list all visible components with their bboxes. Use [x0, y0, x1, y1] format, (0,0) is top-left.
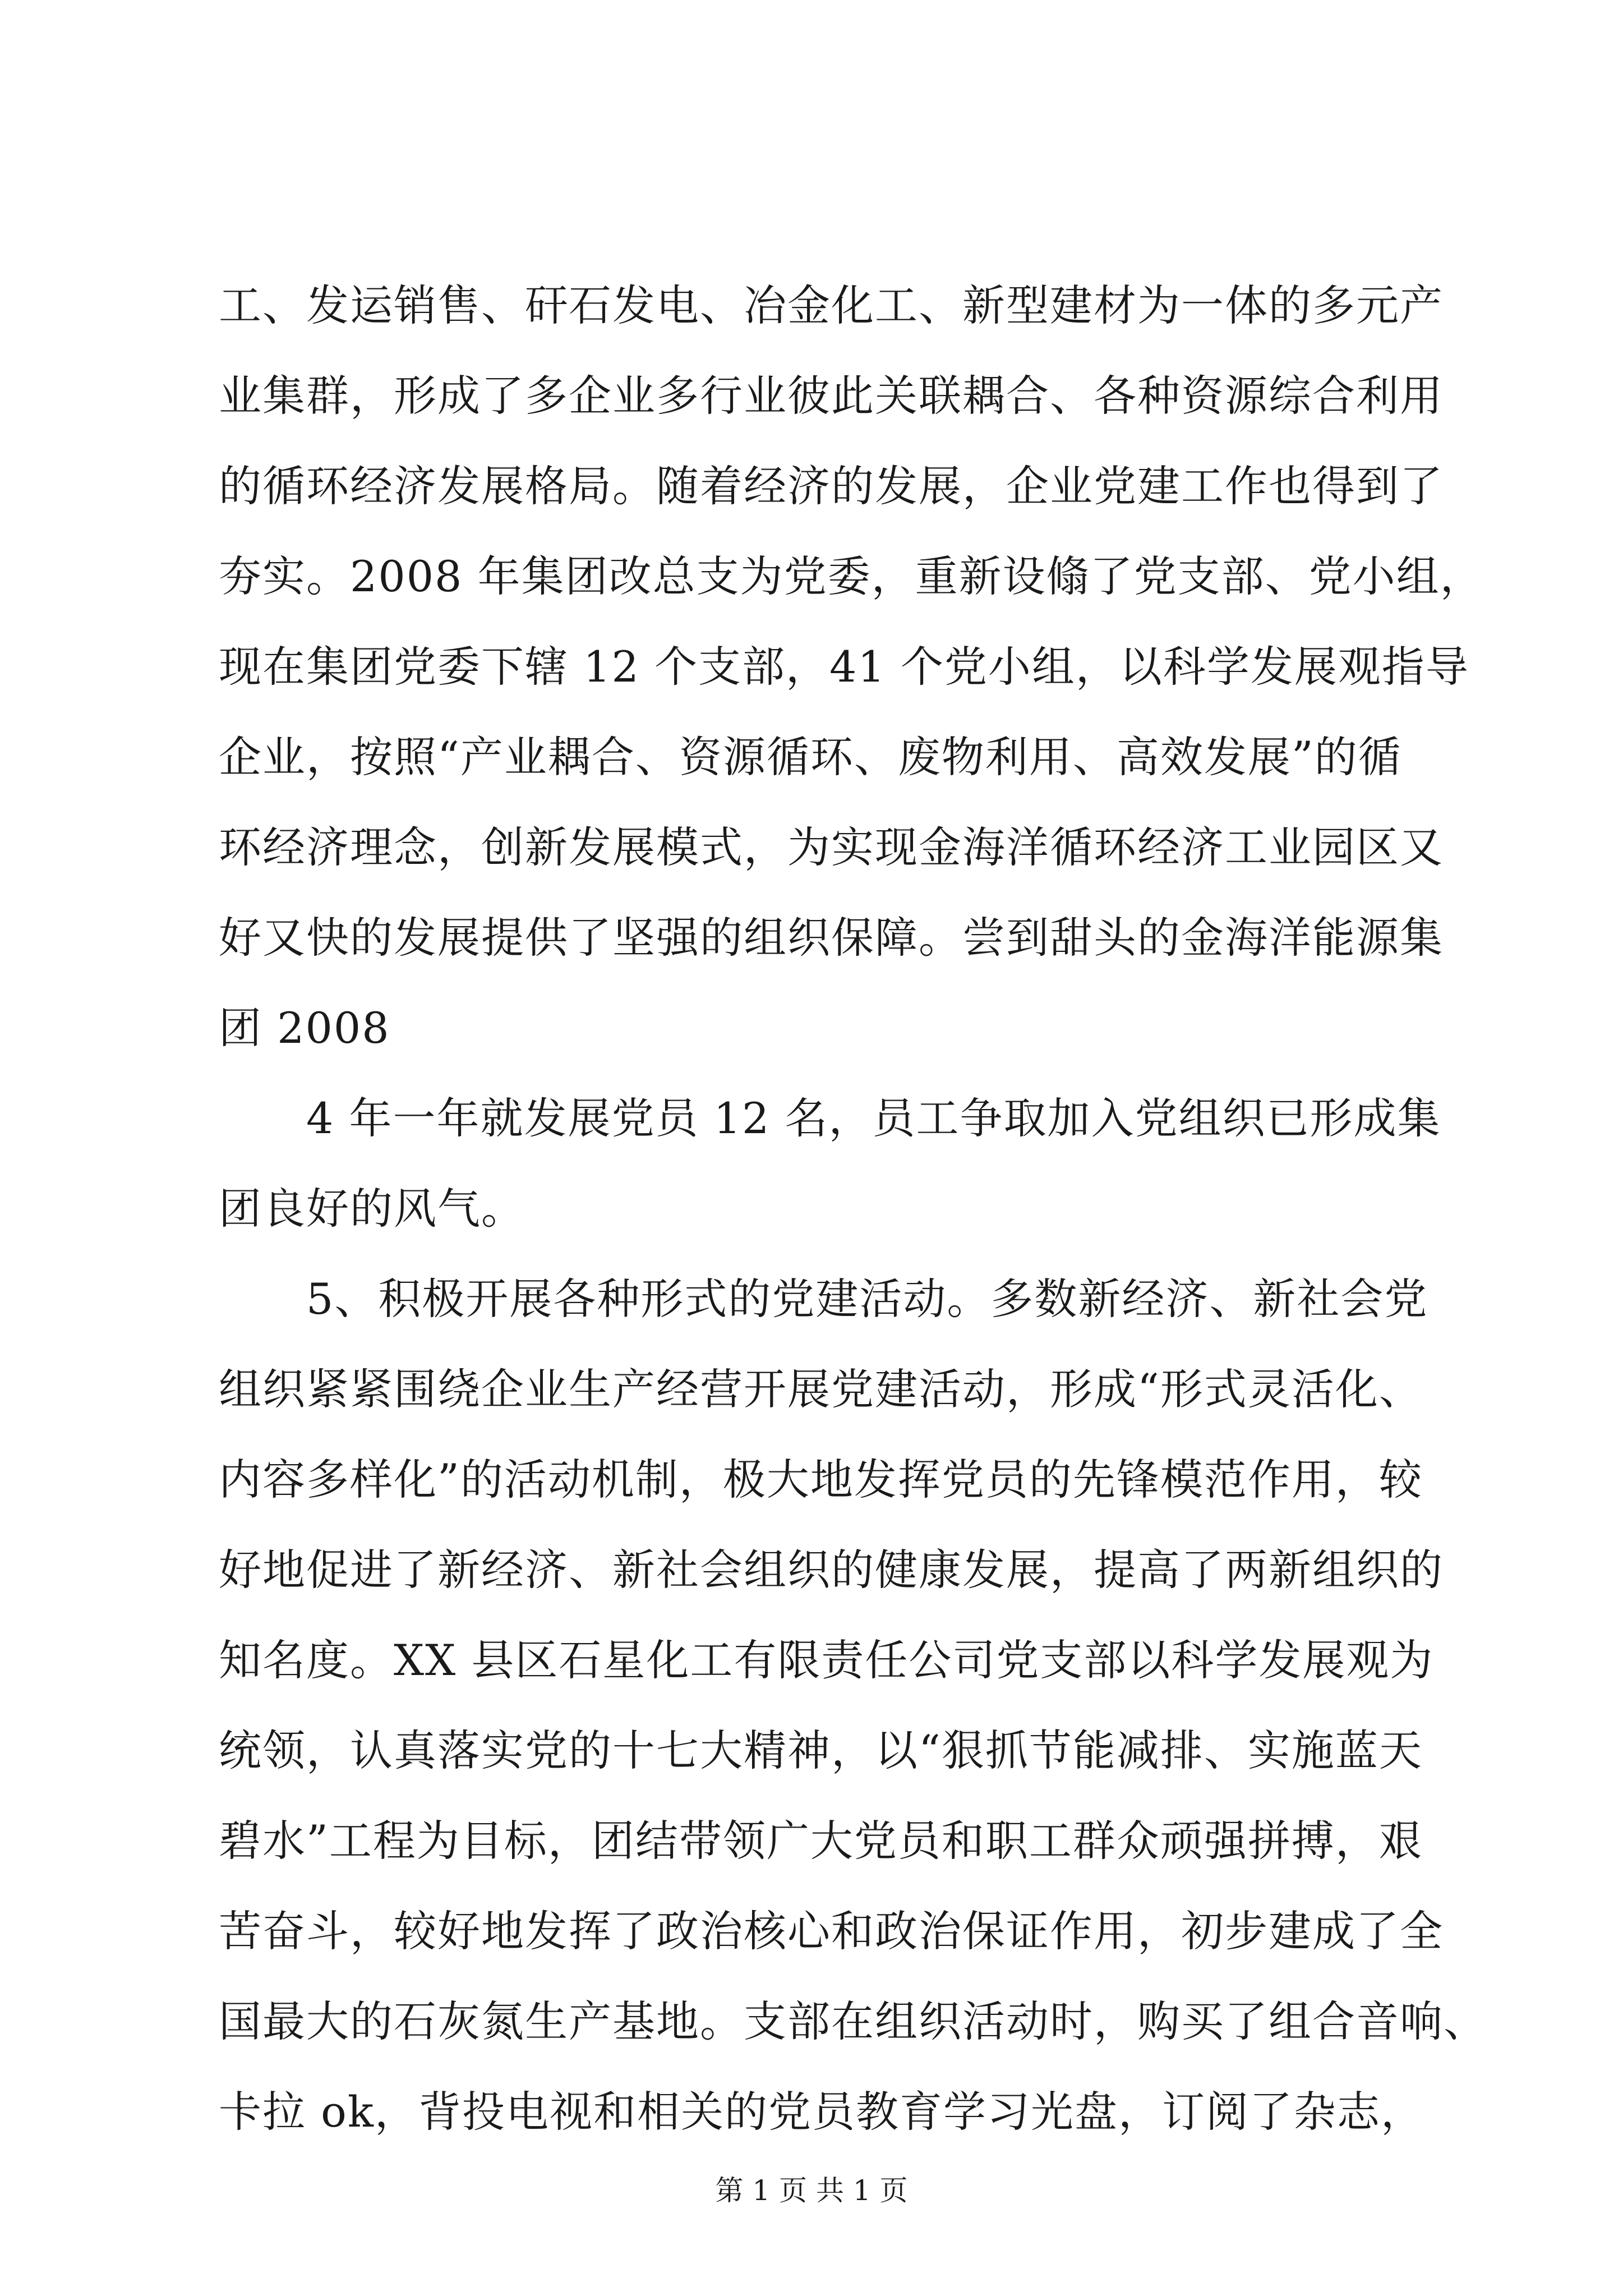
body-text [219, 280, 1487, 2177]
text-line: 组织紧紧围绕企业生产经营开展党建活动，形成“形式灵活化、 [219, 1364, 1423, 1414]
text-line: 业集群，形成了多企业多行业彼此关联耦合、各种资源综合利用 [219, 371, 1444, 421]
text-line: 好又快的发展提供了坚强的组织保障。尝到甜头的金海洋能源集 [219, 913, 1444, 963]
text-line: 环经济理念，创新发展模式，为实现金海洋循环经济工业园区又 [219, 822, 1444, 872]
text-line: 夯实。2008 年集团改总支为党委，重新设翛了党支部、党小组， [219, 551, 1484, 601]
page-number-label: 第 1 页 共 1 页 [715, 2174, 908, 2207]
text-line: 企业，按照“产业耦合、资源循环、废物利用、高效发展”的循 [219, 732, 1402, 782]
text-line: 统领，认真落实党的十七大精神，以“狠抓节能减排、实施蓝天 [219, 1726, 1423, 1775]
text-line: 好地促进了新经济、新社会组织的健康发展，提高了两新组织的 [219, 1545, 1444, 1595]
text-line: 工、发运销售、矸石发电、冶金化工、新型建材为一体的多元产 [219, 280, 1444, 330]
text-line: 4 年一年就发展党员 12 名，员工争取加入党组织已形成集 [219, 1093, 1441, 1143]
text-line: 5、积极开展各种形式的党建活动。多数新经济、新社会党 [219, 1274, 1428, 1324]
text-line: 现在集团党委下辖 12 个支部，41 个党小组，以科学发展观指导 [219, 642, 1469, 692]
text-line: 知名度。XX 县区石星化工有限责任公司党支部以科学发展观为 [219, 1635, 1434, 1685]
text-line: 国最大的石灰氮生产基地。支部在组织活动时，购买了组合音响、 [219, 1996, 1487, 2046]
text-line: 团 2008 [219, 1003, 390, 1053]
text-line: 碧水”工程为目标，团结带领广大党员和职工群众顽强拼搏，艰 [219, 1816, 1423, 1866]
text-line: 团良好的风气。 [219, 1184, 525, 1234]
text-line: 卡拉 ok，背投电视和相关的党员教育学习光盘，订阅了杂志， [219, 2087, 1424, 2137]
text-line: 的循环经济发展格局。随着经济的发展，企业党建工作也得到了 [219, 461, 1444, 511]
page-footer [0, 2174, 1623, 2207]
text-line: 苦奋斗，较好地发挥了政治核心和政治保证作用，初步建成了全 [219, 1906, 1444, 1956]
text-line: 内容多样化”的活动机制，极大地发挥党员的先锋模范作用，较 [219, 1455, 1423, 1504]
